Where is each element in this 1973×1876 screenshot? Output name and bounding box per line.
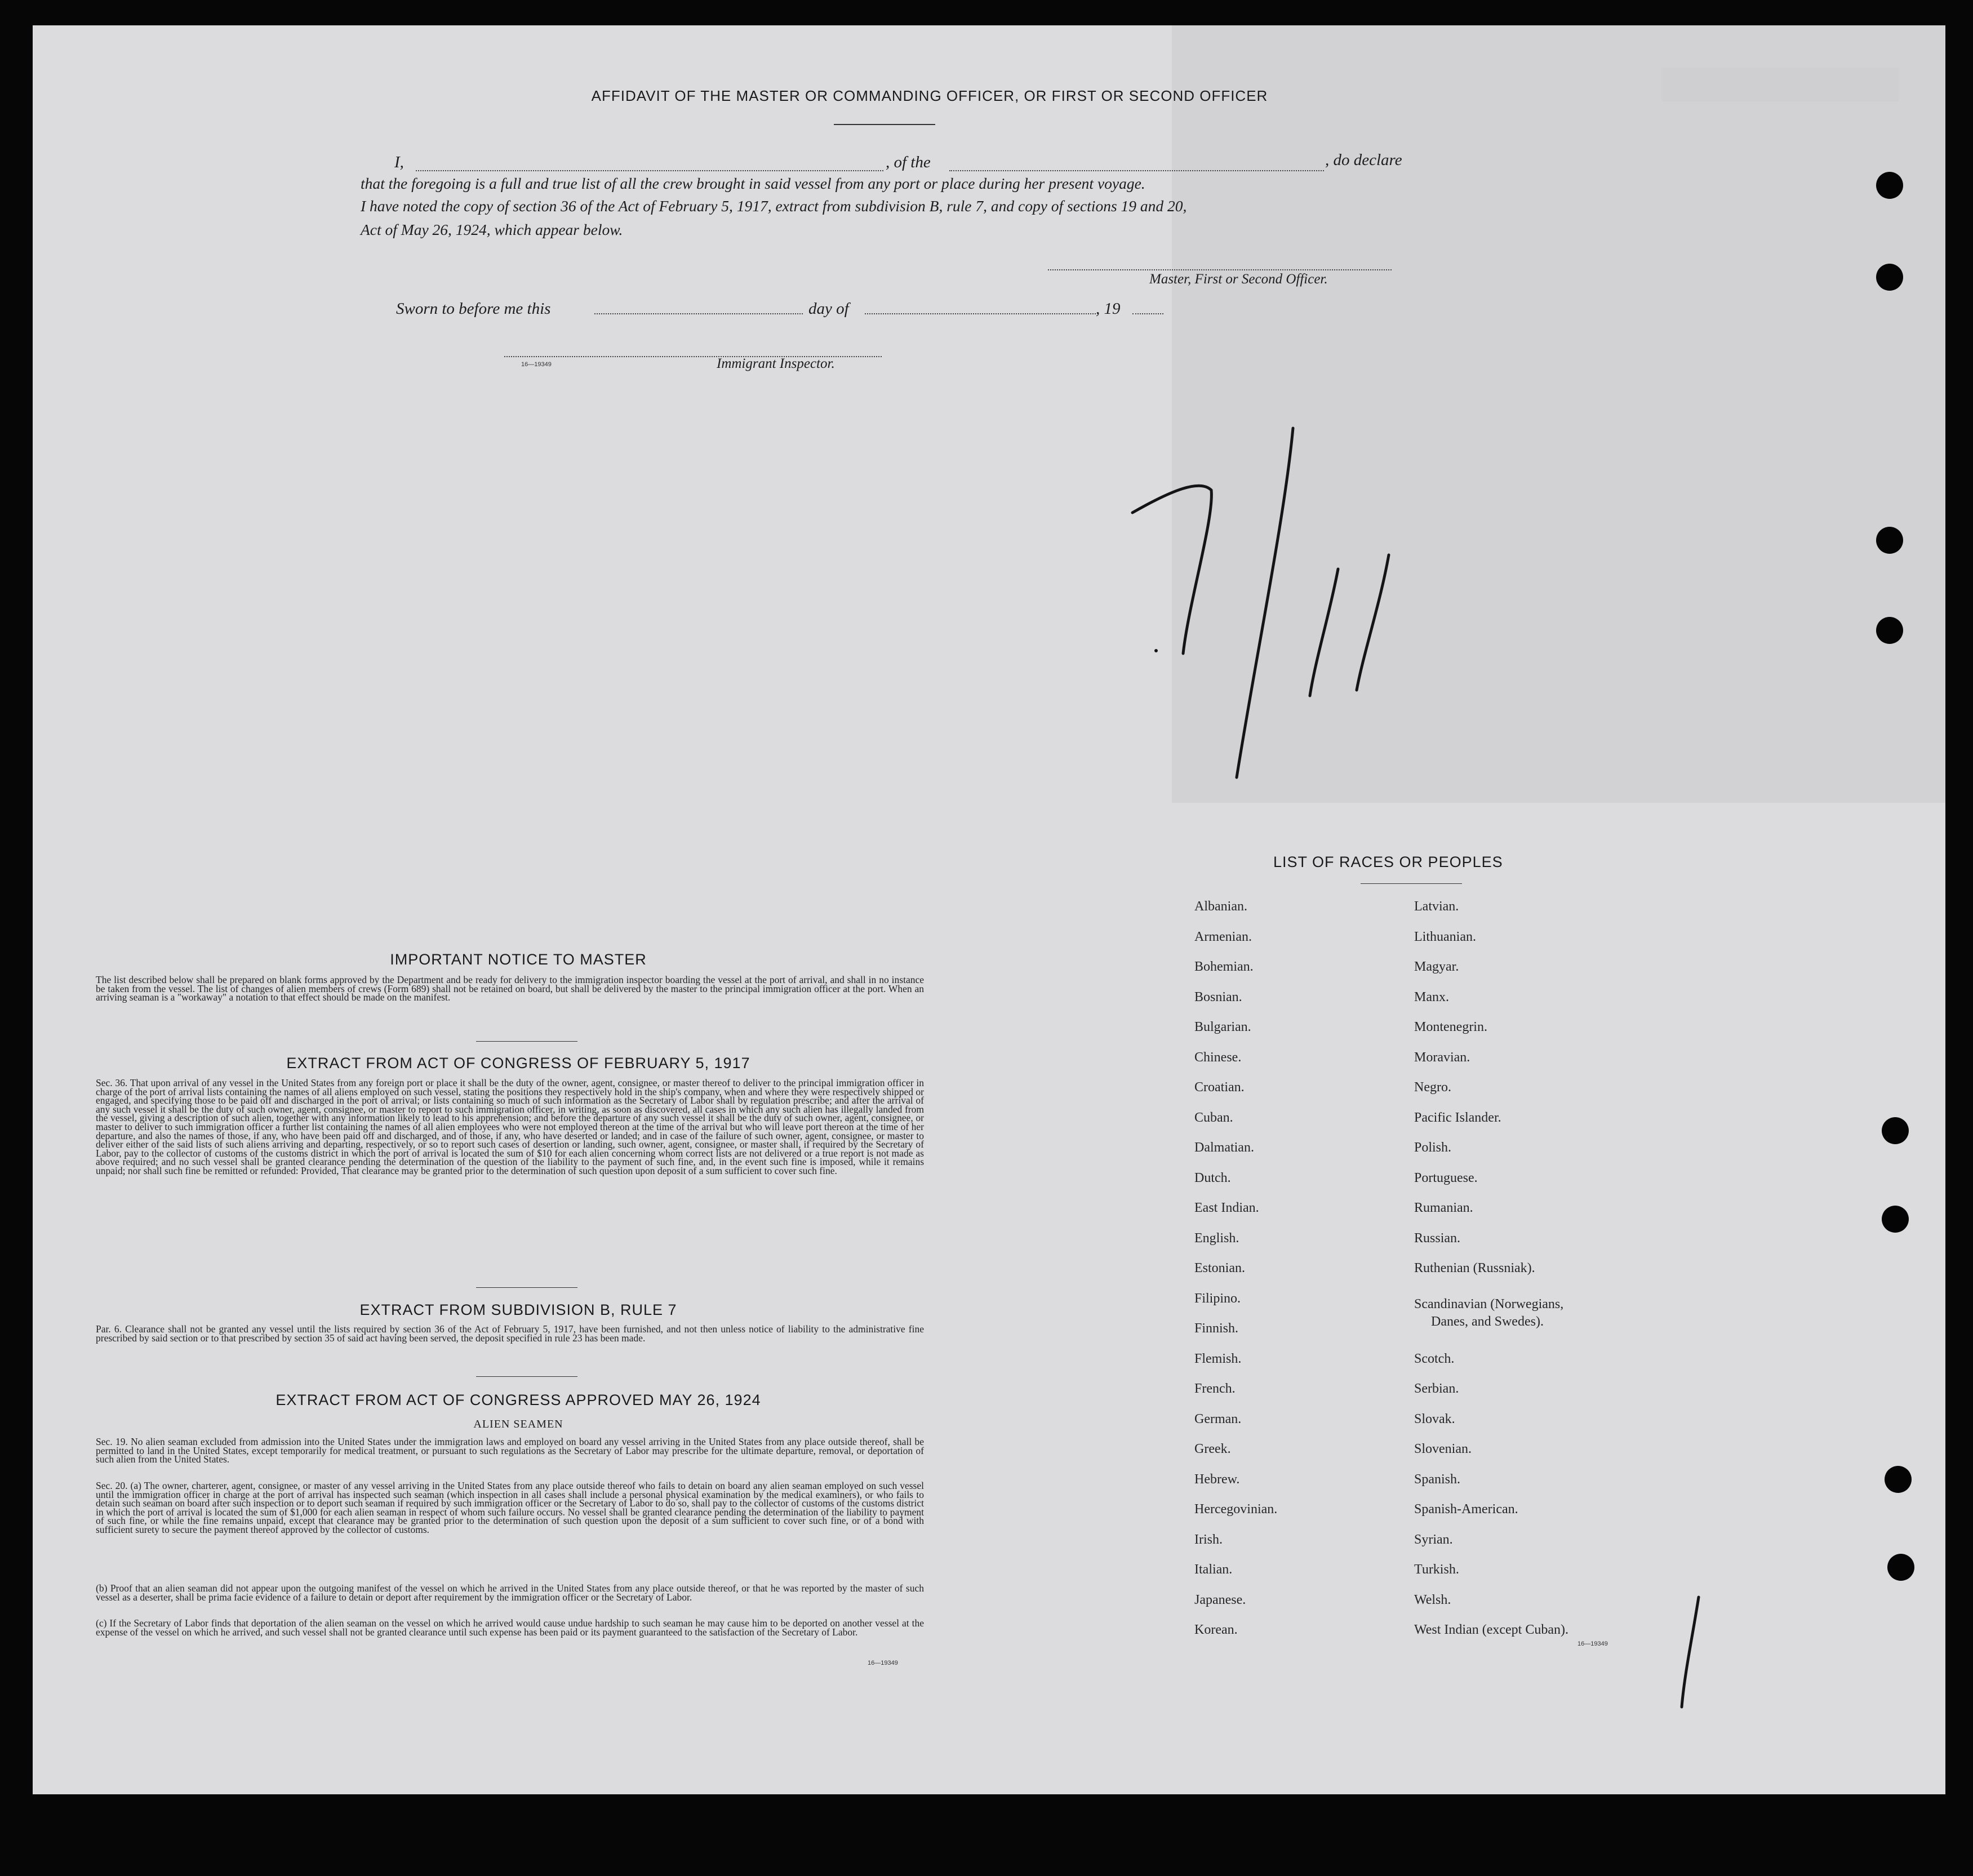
race-left-item: Dutch. [1194,1171,1231,1185]
race-left-item: Armenian. [1194,930,1252,944]
race-left-item: Korean. [1194,1622,1238,1637]
race-right-item: Negro. [1414,1080,1451,1095]
sworn-text: Sworn to before me this [396,300,551,318]
race-left-item: Estonian. [1194,1261,1245,1275]
handwritten-tick [1676,1589,1710,1713]
affidavit-line-3: I have noted the copy of section 36 of the Act of February 5, 1917, extract from subdivision B, rule 7, and copy of sections 19 and 20, [361,197,1187,215]
name-blank [416,170,883,171]
races-form-number: 16—19349 [1577,1641,1608,1647]
month-blank [865,313,1096,314]
punch-hole [1882,1206,1909,1233]
divider [476,1041,577,1042]
race-left-item: East Indian. [1194,1201,1259,1215]
notice-title: IMPORTANT NOTICE TO MASTER [390,951,647,968]
race-left-item: Japanese. [1194,1593,1246,1607]
sec-19-text: Sec. 19. No alien seaman excluded from admission into the United States under the immigration laws and employed on board any vessel arriving in the United States from any place outside thereof, shall be permitted to land in the United States, except temporarily for medical treatment, or pursuant to such regulations as the Secretary of Labor may prescribe for the ultimate departure, removal, or deportation of such alien from the United States. [96,1436,924,1465]
sec-20a-text: Sec. 20. (a) The owner, charterer, agent, consignee, or master of any vessel arriving in the United States from any place outside thereof who fails to detain on board any alien seaman employed on such vessel until the immigration officer in charge at the port of arrival has inspected such seaman (which inspection in all cases shall include a personal physical examination by the medical examiners), or who fails to detain such seaman on board after such inspection or to deport such seaman if required by such immigration officer or the Secretary of Labor to do so, shall pay to the collector of customs of the customs district in which the port of arrival is located the sum of $1,000 for each alien seaman in respect of whom such failure occurs. No vessel shall be granted clearance pending the determination of the liability to payment of such fine, or while the fine remains unpaid, except that clearance may be granted prior to the determination of such question upon the deposit of a sum sufficient to cover such fine, or of a bond with sufficient surety to secure the payment thereof approved by the collector of customs. [96,1480,924,1535]
sec-20c-text: (c) If the Secretary of Labor finds that deportation of the alien seaman on the vessel on which he arrived would cause undue hardship to such seaman he may cause him to be deported on another vessel at the expense of the vessel on which he arrived, and such vessel shall not be granted clearance until such expense has been paid or its payment guaranteed to the satisfaction of the Secretary of Labor. [96,1617,924,1638]
inspector-label: Immigrant Inspector. [717,356,835,371]
signature-blank [1048,269,1392,270]
race-right-item: Scandinavian (Norwegians, [1414,1297,1564,1312]
punch-hole [1876,527,1903,554]
race-left-item: Albanian. [1194,899,1247,914]
punch-hole [1876,172,1903,199]
race-left-item: Bulgarian. [1194,1020,1251,1034]
race-right-item: Welsh. [1414,1593,1451,1607]
race-right-item: Manx. [1414,990,1449,1004]
year-blank [1132,313,1163,314]
race-left-item: Bohemian. [1194,959,1254,974]
sworn-day-blank [594,313,803,314]
race-right-item: Polish. [1414,1140,1452,1155]
race-left-item: Cuban. [1194,1110,1233,1125]
affidavit-title: AFFIDAVIT OF THE MASTER OR COMMANDING OFFICER, OR FIRST OR SECOND OFFICER [591,87,1268,104]
race-right-item: Russian. [1414,1231,1461,1246]
bleed-through-area [1662,68,1899,101]
race-left-item: English. [1194,1231,1239,1246]
affidavit-line-2: that the foregoing is a full and true list of all the crew brought in said vessel from any port or place during her present voyage. [361,175,1145,192]
affidavit-line-4: Act of May 26, 1924, which appear below. [361,221,623,238]
affidavit-line-i: I, [394,153,404,171]
punch-hole [1885,1466,1912,1493]
race-left-item: Flemish. [1194,1352,1242,1366]
races-title: LIST OF RACES OR PEOPLES [1273,853,1503,870]
race-left-item: Hercegovinian. [1194,1502,1278,1517]
race-right-item: Montenegrin. [1414,1020,1487,1034]
race-left-item: Dalmatian. [1194,1140,1254,1155]
extract-1917-text: Sec. 36. That upon arrival of any vessel in the United States from any foreign port or place it shall be the duty of the owner, agent, consignee, or master thereof to deliver to the principal immigration officer in charge of the port of arrival lists containing the names of all aliens employed on such vessel, stating the positions they respectively hold in the ship's company, when and where they were respectively shipped or engaged, and specifying those to be paid off and discharged in the port of arrival; or lists containing so much of such information as the Secretary of Labor shall by regulation prescribe; and after the arrival of any such vessel it shall be the duty of such owner, agent, consignee, or master to report to such immigration officer, in writing, as soon as discovered, all cases in which any such alien has illegally landed from the vessel, giving a description of such alien, together with any information likely to lead to his apprehension; and before the departure of any such vessel it shall be the duty of such owner, agent, consignee, or master to deliver to such immigration officer a further list containing the names of all alien employees who were not employed thereon at the time of the arrival but who will leave port thereon at the time of her departure, and also the names of those, if any, who have been paid off and discharged, and of those, if any, who have deserted or landed; and in case of the failure of such owner, agent, consignee, or master to deliver either of the said lists of such aliens arriving and departing, respectively, or so to report such cases of desertion or landing, such owner, agent, consignee, or master shall, if required by the Secretary of Labor, pay to the collector of customs of the customs district in which the port of arrival is located the sum of $10 for each alien concerning whom correct lists are not delivered or a true report is not made as above required; and no such vessel shall be granted clearance pending the determination of the question of the liability to the payment of such fine, and, in the event such fine is imposed, while it remains unpaid; nor shall such fine be remitted or refunded: Provided, That clearance may be granted prior to the determination of such question upon deposit of a sum sufficient to cover such fine. [96,1077,924,1176]
race-left-item: Irish. [1194,1532,1223,1547]
race-right-item: Pacific Islander. [1414,1110,1501,1125]
race-right-item: Scotch. [1414,1352,1455,1366]
race-left-item: Italian. [1194,1562,1233,1577]
year-text: , 19 [1096,300,1121,318]
extract-form-number: 16—19349 [868,1660,898,1666]
handwritten-annotation [1121,417,1403,800]
race-right-item: Slovenian. [1414,1442,1472,1456]
extract-1917-title: EXTRACT FROM ACT OF CONGRESS OF FEBRUARY 5, 1917 [286,1055,750,1072]
alien-seamen-subtitle: ALIEN SEAMEN [473,1418,563,1430]
punch-hole [1876,264,1903,291]
subdivision-b-text: Par. 6. Clearance shall not be granted any vessel until the lists required by section 36 of the Act of February 5, 1917, have been furnished, and not then unless notice of liability to the administrative fine prescribed by said section or to that prescribed by section 35 of said act having been served, the deposit specified in rule 23 has been made. [96,1323,924,1344]
race-left-item: Croatian. [1194,1080,1245,1095]
affidavit-line-of-the: , of the [886,153,931,171]
race-right-item: Spanish-American. [1414,1502,1518,1517]
race-left-item: Bosnian. [1194,990,1242,1004]
race-right-item: Rumanian. [1414,1201,1473,1215]
race-right-item: Ruthenian (Russniak). [1414,1261,1535,1275]
race-right-item: Moravian. [1414,1050,1470,1065]
affidavit-form-number: 16—19349 [521,361,552,368]
vessel-blank [949,170,1324,171]
extract-1924-title: EXTRACT FROM ACT OF CONGRESS APPROVED MAY 26, 1924 [275,1392,761,1408]
race-right-item: Slovak. [1414,1412,1455,1426]
subdivision-b-title: EXTRACT FROM SUBDIVISION B, RULE 7 [359,1301,677,1318]
race-left-item: French. [1194,1381,1236,1396]
punch-hole [1887,1554,1914,1581]
race-right-item: Danes, and Swedes). [1431,1314,1544,1329]
race-right-item: Magyar. [1414,959,1459,974]
divider [476,1376,577,1377]
title-underline [834,124,935,125]
sec-20b-text: (b) Proof that an alien seaman did not appear upon the outgoing manifest of the vessel on which he arrived in the United States from any place outside thereof, or that he was reported by the master of such vessel as a deserter, shall be prima facie evidence of a failure to detain or deport after requirement by the immigration officer or the Secretary of Labor. [96,1582,924,1603]
race-right-item: West Indian (except Cuban). [1414,1622,1568,1637]
signature-label: Master, First or Second Officer. [1149,272,1328,287]
affidavit-line-declare: , do declare [1325,151,1402,169]
race-left-item: German. [1194,1412,1242,1426]
race-right-item: Latvian. [1414,899,1459,914]
notice-text: The list described below shall be prepared on blank forms approved by the Department and be ready for delivery to the immigration inspector boarding the vessel at the port of arrival, and shall in no instance be taken from the vessel. The list of changes of alien members of crews (Form 689) shall not be retained on board, but shall be delivered by the master to the principal immigration officer at the port. When an arriving seaman is a "workaway" a notation to that effect should be made on the manifest. [96,974,924,1003]
race-left-item: Hebrew. [1194,1472,1240,1487]
race-right-item: Syrian. [1414,1532,1453,1547]
races-title-underline [1361,883,1462,884]
race-right-item: Lithuanian. [1414,930,1476,944]
divider [476,1287,577,1288]
day-of-text: day of [808,300,849,318]
race-right-item: Spanish. [1414,1472,1461,1487]
race-left-item: Filipino. [1194,1291,1241,1306]
race-right-item: Portuguese. [1414,1171,1478,1185]
race-right-item: Turkish. [1414,1562,1459,1577]
race-left-item: Greek. [1194,1442,1231,1456]
punch-hole [1876,617,1903,644]
race-right-item: Serbian. [1414,1381,1459,1396]
race-left-item: Chinese. [1194,1050,1242,1065]
race-left-item: Finnish. [1194,1321,1239,1336]
punch-hole [1882,1117,1909,1144]
